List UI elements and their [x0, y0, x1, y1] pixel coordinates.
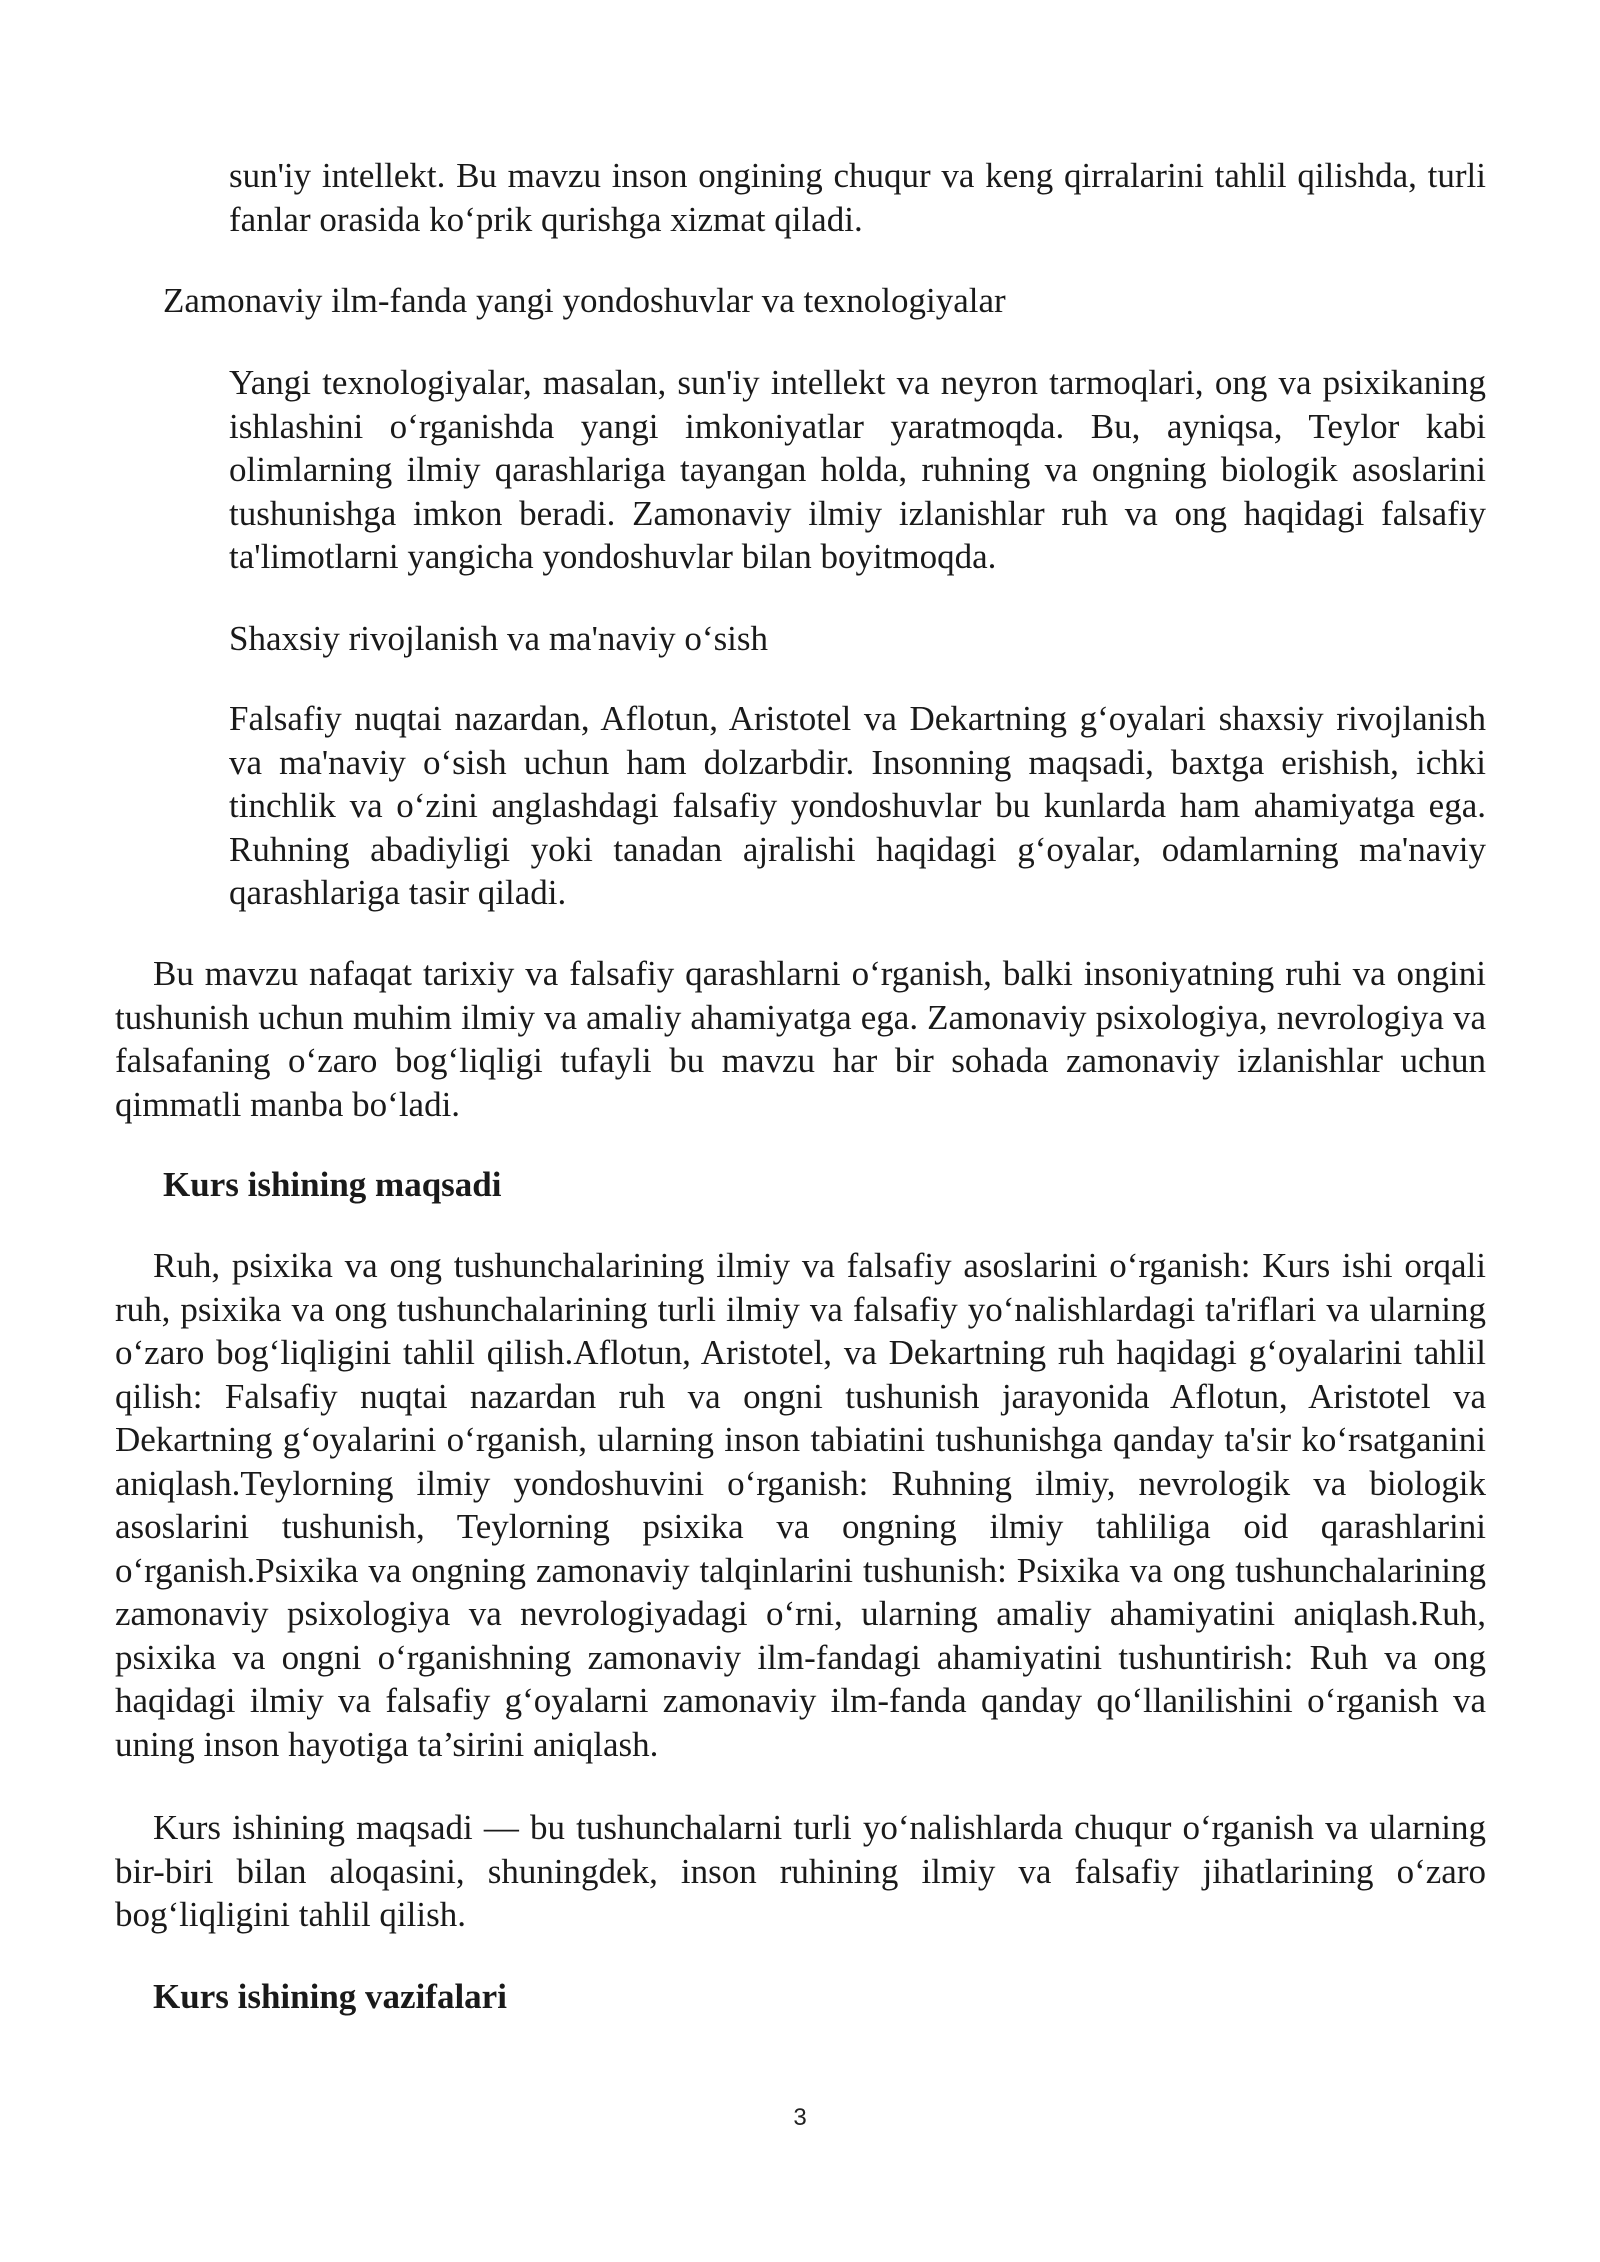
- goal-paragraph: Ruh, psixika va ong tushunchalarining ilmiy va falsafiy asoslarini o‘rganish: Kurs ishi orqali ruh, psixika va ong tushunchalarining turli ilmiy va falsafiy yo‘nalishlardagi ta'riflari va ularning o‘zaro bog‘liqligini tahlil qilish.Aflotun, Aristotel, va Dekartning ruh haqidagi g‘oyalarini tahlil qilish: Falsafiy nuqtai nazardan ruh va ongni tushunish jarayonida Aflotun, Aristotel va Dekartning g‘oyalarini o‘rganish, ularning inson tabiatini tushunishga qanday ta'sir ko‘rsatganini aniqlash.Teylorning ilmiy yondoshuvini o‘rganish: Ruhning ilmiy, nevrologik va biologik asoslarini tushunish, Teylorning psixika va ongning ilmiy tahliliga oid qarashlarini o‘rganish.Psixika va ongning zamonaviy talqinlarini tushunish: Psixika va ong tushunchalarining zamonaviy psixologiya va nevrologiyadagi o‘rni, ularning amaliy ahamiyatini aniqlash.Ruh, psixika va ongni o‘rganishning zamonaviy ilm-fandagi ahamiyatini tushuntirish: Ruh va ong haqidagi ilmiy va falsafiy g‘oyalarni zamonaviy ilm-fanda qanday qo‘llanilishini o‘rganish va uning inson hayotiga ta’sirini aniqlash.: [115, 1246, 1486, 1764]
- page-number: 3: [793, 2104, 807, 2131]
- intro-paragraph: sun'iy intellekt. Bu mavzu inson ongining chuqur va keng qirralarini tahlil qilishda, turli fanlar orasida ko‘prik qurishga xizmat qiladi.: [229, 156, 1486, 239]
- section-heading-modern-approaches: Zamonaviy ilm-fanda yangi yondoshuvlar va texnologiyalar: [163, 281, 1006, 320]
- goal-summary-paragraph: Kurs ishining maqsadi — bu tushunchalarni turli yo‘nalishlarda chuqur o‘rganish va ularning bir-biri bilan aloqasini, shuningdek, inson ruhining ilmiy va falsafiy jihatlarining o‘zaro bog‘liqligini tahlil qilish.: [115, 1808, 1486, 1934]
- personal-growth-paragraph: Falsafiy nuqtai nazardan, Aflotun, Aristotel va Dekartning g‘oyalari shaxsiy rivojlanish va ma'naviy o‘sish uchun ham dolzarbdir. Insonning maqsadi, baxtga erishish, ichki tinchlik va o‘zini anglashdagi falsafiy yondoshuvlar bu kunlarda ham ahamiyatga ega. Ruhning abadiyligi yoki tanadan ajralishi haqidagi g‘oyalar, odamlarning ma'naviy qarashlariga tasir qiladi.: [229, 699, 1486, 912]
- tasks-heading: Kurs ishining vazifalari: [153, 1977, 507, 2016]
- modern-approaches-paragraph: Yangi texnologiyalar, masalan, sun'iy intellekt va neyron tarmoqlari, ong va psixikaning ishlashini o‘rganishda yangi imkoniyatlar yaratmoqda. Bu, ayniqsa, Teylor kabi olimlarning ilmiy qarashlariga tayangan holda, ruhning va ongning biologik asoslarini tushunishga imkon beradi. Zamonaviy ilmiy izlanishlar ruh va ong haqidagi falsafiy ta'limotlarni yangicha yondoshuvlar bilan boyitmoqda.: [229, 363, 1486, 576]
- section-heading-personal-growth: Shaxsiy rivojlanish va ma'naviy o‘sish: [229, 619, 769, 658]
- summary-paragraph: Bu mavzu nafaqat tarixiy va falsafiy qarashlarni o‘rganish, balki insoniyatning ruhi va ongini tushunish uchun muhim ilmiy va amaliy ahamiyatga ega. Zamonaviy psixologiya, nevrologiya va falsafaning o‘zaro bog‘liqligi tufayli bu mavzu har bir sohada zamonaviy izlanishlar uchun qimmatli manba bo‘ladi.: [115, 954, 1486, 1124]
- goal-heading: Kurs ishining maqsadi: [163, 1165, 502, 1204]
